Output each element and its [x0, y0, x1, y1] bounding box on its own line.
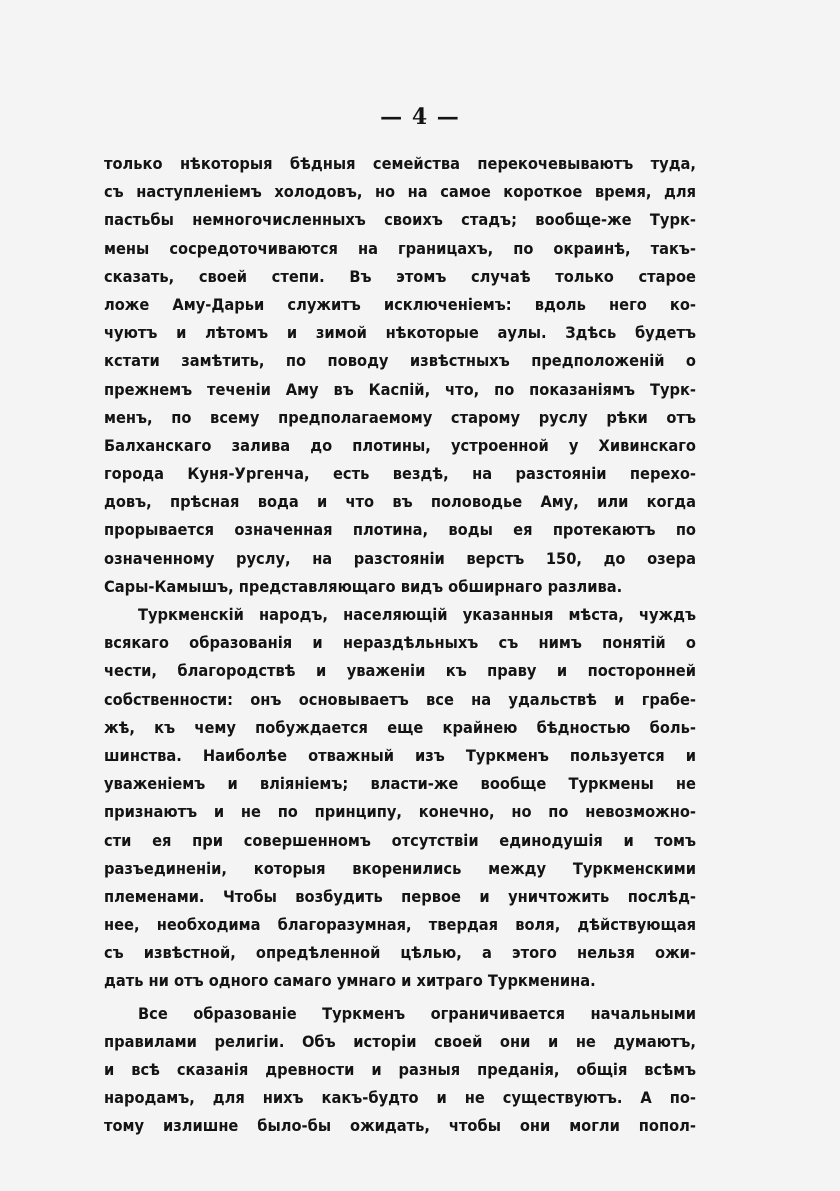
text-line: пастьбы немногочисленныхъ своихъ стадъ; вообще-же Турк-: [104, 210, 696, 230]
text-line: кстати замѣтить, по поводу извѣстныхъ предположеній о: [104, 351, 696, 371]
text-line: ложе Аму-Дарьи служитъ исключеніемъ: вдоль него ко-: [104, 294, 696, 314]
text-line: всякаго образованія и нераздѣльныхъ съ нимъ понятій о: [104, 633, 696, 653]
text-line: признаютъ и не по принципу, конечно, но по невозможно-: [104, 802, 696, 822]
text-line: собственности: онъ основываетъ все на удальствѣ и грабе-: [104, 689, 696, 709]
text-line: уваженіемъ и вліяніемъ; власти-же вообще Туркмены не: [104, 774, 696, 794]
paragraph-3: [104, 1000, 696, 1141]
text-line: съ наступленіемъ холодовъ, но на самое короткое время, для: [104, 182, 696, 202]
text-line: чести, благородствѣ и уваженіи къ праву и посторонней: [104, 661, 696, 681]
text-line: тому излишне было-бы ожидать, чтобы они могли попол-: [104, 1116, 696, 1136]
text-line: Туркменскій народъ, населяющій указанныя мѣста, чуждъ: [138, 605, 696, 624]
text-line: прежнемъ теченіи Аму въ Каспій, что, по показаніямъ Турк-: [104, 379, 696, 399]
text-line: менъ, по всему предполагаемому старому руслу рѣки отъ: [104, 407, 696, 427]
text-line: сти ея при совершенномъ отсутствіи единодушія и томъ: [104, 830, 696, 850]
text-line: жѣ, къ чему побуждается еще крайнею бѣдностью боль-: [104, 717, 696, 737]
text-line: означенному руслу, на разстояніи верстъ 150, до озера: [104, 548, 696, 568]
text-line: мены сосредоточиваются на границахъ, по окраинѣ, такъ-: [104, 238, 696, 258]
text-line: Балханскаго залива до плотины, устроенной у Хивинскаго: [104, 435, 696, 455]
text-line: шинства. Наиболѣе отважный изъ Туркменъ пользуется и: [104, 745, 696, 765]
text-line: сказать, своей степи. Въ этомъ случаѣ только старое: [104, 266, 696, 286]
text-line: разъединеніи, которыя вкоренились между Туркменскими: [104, 858, 696, 878]
text-line: племенами. Чтобы возбудить первое и уничтожить послѣд-: [104, 886, 696, 906]
text-line: правилами религіи. Объ исторіи своей они и не думаютъ,: [104, 1031, 696, 1051]
text-line: прорывается означенная плотина, воды ея протекаютъ по: [104, 520, 696, 540]
text-line: народамъ, для нихъ какъ-будто и не существуютъ. А по-: [104, 1088, 696, 1108]
text-line: съ извѣстной, опредѣленной цѣлью, а этого нельзя ожи-: [104, 943, 696, 963]
text-line: города Куня-Ургенча, есть вездѣ, на разстояніи перехо-: [104, 464, 696, 484]
text-line: только нѣкоторыя бѣдныя семейства перекочевываютъ туда,: [104, 154, 696, 173]
text-line: довъ, прѣсная вода и что въ половодье Аму, или когда: [104, 492, 696, 512]
text-line: нее, необходима благоразумная, твердая воля, дѣйствующая: [104, 915, 696, 935]
text-line: Сары-Камышъ, представляющаго видъ обширнаго разлива.: [104, 576, 623, 596]
text-line: чуютъ и лѣтомъ и зимой нѣкоторые аулы. Здѣсь будетъ: [104, 323, 696, 343]
paragraph-1: [104, 150, 696, 601]
text-line: Все образованіе Туркменъ ограничивается начальными: [138, 1003, 696, 1023]
page-number: — 4 —: [380, 104, 460, 130]
paragraph-2: [104, 601, 696, 996]
text-line: дать ни отъ одного самаго умнаго и хитраго Туркменина.: [104, 971, 596, 991]
text-line: и всѣ сказанія древности и разныя преданія, общія всѣмъ: [104, 1060, 696, 1079]
body-text: [104, 150, 696, 1141]
